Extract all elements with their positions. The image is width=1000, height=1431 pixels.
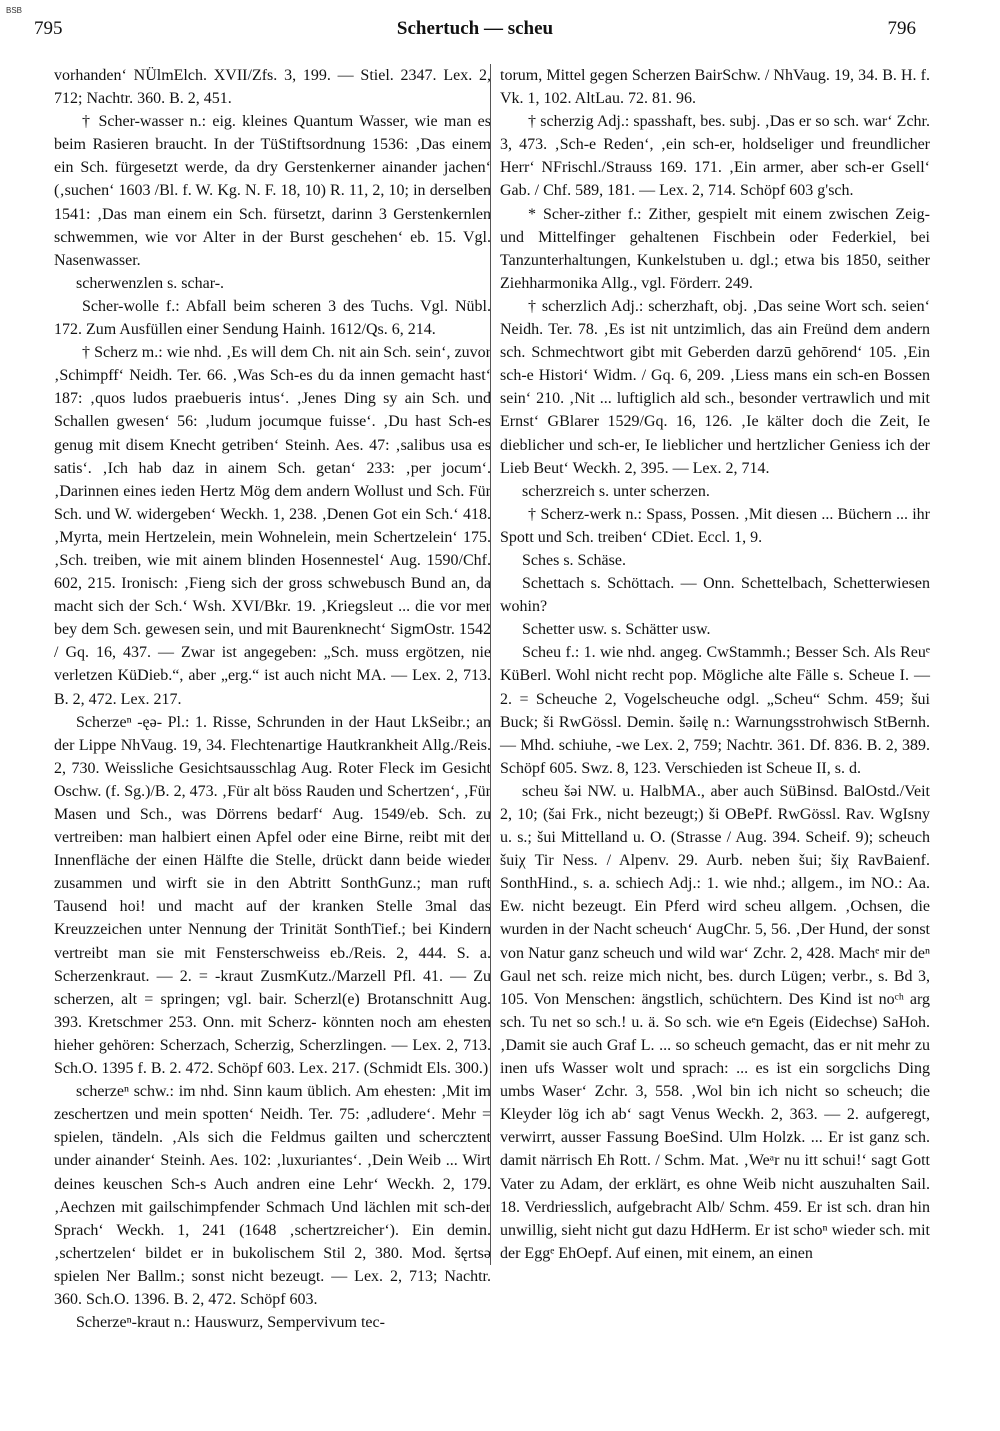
entry-scher-wolle: Scher-wolle f.: Abfall beim scheren 3 des Tuchs. Vgl. Nübl. 172. Zum Ausfüllen einer Sendung Hainh. 1612/Qs. 6, 214. bbox=[54, 297, 491, 339]
entry-scherz-werk: † Scherz-werk n.: Spass, Possen. ‚Mit diesen ... Büchern ... ihr Spott und Sch. treiben‘ CDiet. Eccl. 1, 9. bbox=[500, 505, 930, 546]
page-header bbox=[34, 18, 916, 44]
entry-scheu-noun: Scheu f.: 1. wie nhd. angeg. CwStammh.; Besser Sch. Als Reuᵉ KüBerl. Wohl nicht recht pop. Mögliche alte Fälle s. Scheue I. — 2. = Scheuche 2, Vogelscheuche odgl. „Scheu“ Schm. 459; šui Buck; ši RwGössl. Demin. šəilę n.: Warnungsstrohwisch StBernh. — Mhd. schiuhe, -we Lex. 2, 759; Nachtr. 361. Df. 836. B. 2, 389. Schöpf 605. Swz. 8, 123. Verschieden ist Scheue II, s. d. bbox=[500, 644, 930, 777]
entry-scherz: † Scherz m.: wie nhd. ‚Es will dem Ch. nit ain Sch. sein‘, zuvor ‚Schimpff‘ Neidh. Ter. 66. ‚Was Sch-es du da innen gemacht hast‘ 187: ‚quos ludos praebueris intus‘. ‚Jenes Ding sy ain Sch. und Schallen gwesen‘ 56: ‚ludum jocumque fuisse‘. ‚Du hast Sch-es genug mit disem Knecht getriben‘ Steinh. Aes. 47: ‚salibus usa es satis‘. ‚Ich hab daz in ainem Sch. getan‘ 233: ‚per jocum‘. ‚Darinnen eines ieden Hertz Mög dem andern Wollust und Sch. Für Sch. und W. widergeben‘ Weckh. 1, 238. ‚Denen Got ein Sch.‘ 418. ‚Myrta, mein Hertzelein, mein Wohnelein, mein Schertzelein‘ 175. ‚Sch. treiben, wie mit ainem blinden Hosennestel‘ Aug. 1590/Chf. 602, 215. Ironisch: ‚Fieng sich der gross schwebusch Bund an, da macht sich der Sch.‘ Wsh. XVI/Bkr. 19. ‚Kriegsleut ... die vor mer bey dem Sch. gewesen sein, und mit Baurenknecht‘ SigmOstr. 1542 / Gq. 16, 437. — Zwar ist angegeben: „Sch. muss ergötzen, nie verletzen KüDieb.“, aber „erg.“ ist auch nicht MA. — Lex. 2, 713. B. 2, 472. Lex. 217. bbox=[54, 344, 491, 708]
entry-scherzen-noun: Scherzeⁿ -ęə- Pl.: 1. Risse, Schrunden in der Haut LkSeibr.; an der Lippe NhVaug. 19, 34. Flechtenartige Hautkrankheit Allg./Reis. 2, 730. Weissliche Gesichtsausschlag Aug. Roter Fleck im Gesicht Oschw. (f. Sg.)/B. 2, 473. ‚Für alt böss Rauden und Schertzen‘, ‚Für Masen und Sch., was Dörrens bedarf‘ Aug. 1549/eb. Sch. zu vertreiben: man halbiert einen Apfel oder eine Birne, reibt mit der Innenfläche der einen Hälfte die Stelle, drückt dann beide wieder zusammen und wirft sie in den Abtritt SonthGunz.; man ruft Tausend hoi! und macht auf der kranken Stelle 3mal das Kreuzzeichen unter Nennung der Trinität SonthTief.; bei Kindern vertreibt man sie mit Fensterschweiss eb./Reis. 2, 444. S. a. Scherzenkraut. — 2. = -kraut ZusmKutz./Marzell Pfl. 41. — Zu scherzen, alt = springen; vgl. bair. Scherzl(e) Brotanschnitt Aug. 393. Kretschmer 253. Onn. mit Scherz- könnten noch am ehesten hieher gehören: Scherzach, Scherzig, Scherzlingen. — Lex. 2, 713. Sch.O. 1395 f. B. 2. 472. Schöpf 603. Lex. 217. (Schmidt Els. 300.) bbox=[54, 713, 491, 1078]
entry-scheu-adj: scheu šəi NW. u. HalbMA., aber auch SüBinsd. BalOstd./Veit 2, 10; (šai Frk., nicht bezeugt;) ši OBePf. RwGössl. Rav. WgIsny u. s.; šui Mittelland u. O. (Strasse / Aug. 394. Scheif. 9); scheuch šuiχ Tir Ness. / Alpenv. 29. Aurb. neben šui; šiχ RavBaienf. SonthHind., s. a. schiech Adj.: 1. wie nhd.; allgem., im NO.: Aa. Ew. nicht bezeugt. Ein Pferd wird scheu allgem. ‚Ochsen, die wurden in der Nacht scheuch‘ AugChr. 5, 56. ‚Der Hund, der sonst von Natur ganz scheuch und wild war‘ Zchr. 2, 428. Machᵉ mir deⁿ Gaul net sch. reize mich nicht, bes. durch Lügen; verbr., s. Bd 3, 105. Von Menschen: ängstlich, schüchtern. Des Kind ist noᶜʰ arg sch. Tu net so sch.! u. ä. So sch. wie eᵉn Egeis (Eidechse) SaHoh. ‚Damit sie auch Graf L. ... so scheuch gemacht, das er nit mehr zu inen ufs Wasser wolt und sprach: ... es ist ein sorgclichs Ding umbs Waser‘ Zchr. 3, 558. ‚Wol bin ich nicht so scheuch; die Kleyder lög ich ab‘ sagt Venus Weckh. 2, 363. — 2. aufgeregt, verwirrt, ausser Fassung BoeSind. Ulm Holzk. ... Er ist ganz sch. damit närrisch Eh Rott. / Schm. Mat. ‚Weᵃr nu itt schui!‘ sagt Gott Vater zu Adam, der erklärt, es ohne Weib nicht auszuhalten Sail. 18. Verdriesslich, aufgebracht Alb/ Schm. 459. Er ist sch. dran hin unwillig, sieht nicht gut dazu HdHerm. Er ist schoⁿ wieder sch. mit der Eggᵉ EhOepf. Auf einen, mit einem, an einen bbox=[500, 782, 930, 1262]
entry-continuation: vorhanden‘ NÜlmElch. XVII/Zfs. 3, 199. — Stiel. 2347. Lex. 2, 712; Nachtr. 360. B. 2, 451. bbox=[54, 67, 491, 108]
entry-scherzen-verb: scherzeⁿ schw.: im nhd. Sinn kaum üblich. Am ehesten: ‚Mit im zeschertzen und mein spotten‘ Neidh. Ter. 75: ‚adludere‘. Mehr = spielen, tändeln. ‚Als sich die Feldmus gailten und schercztent under ainander‘ Steinh. Aes. 102: ‚luxuriantes‘. ‚Dein Weib ... Wirt deines keuschen Sch-s Auch andren eine Lehr‘ Weckh. 2, 179. ‚Aechzen mit gailschimpfender Schmach Und lächlen mit sch-der Sprach‘ Weckh. 1, 241 (1648 ‚schertzreicher‘). Ein demin. ‚schertzelen‘ bildet er in bukolischem Stil 2, 380. Mod. šęrtsə spielen Ner Ballm.; sonst nicht bezeugt. — Lex. 2, 713; Nachtr. 360. Sch.O. 1396. B. 2, 472. Schöpf 603. bbox=[54, 1083, 491, 1308]
entry-scher-zither: * Scher-zither f.: Zither, gespielt mit einem zwischen Zeig- und Mittelfinger gehaltenen Fischbein oder Federkiel, bei Tanzunterhaltungen, Kunkelstuben u. dgl.; etwa bis 1850, seither Ziehharmonika Allg., vgl. Förderr. 249. bbox=[500, 205, 930, 292]
entry-scherzlich: † scherzlich Adj.: scherzhaft, obj. ‚Das seine Wort sch. seien‘ Neidh. Ter. 78. ‚Es ist nit untzimlich, das ain Freünd dem andern sch. Schmechtwort gibt mit Geberden darzū gehōrend‘ 105. ‚Ein sch-e Histori‘ Widm. / Gq. 6, 209. ‚Liess mans ein sch-en Bossen sein‘ 210. ‚Nit ... luftiglich ald sch., besonder vertrawlich und mit Ernst‘ GBlarer 1529/Gq. 16, 126. ‚Ie kälter doch die Zeit, Ie dieblicher und sch-er, Ie lieblicher und hertzlicher Geniess ich der Lieb Beut‘ Weckh. 2, 395. — Lex. 2, 714. bbox=[500, 297, 930, 477]
entry-scherwenzlen: scherwenzlen s. schar-. bbox=[76, 274, 225, 292]
entry-schetter: Schetter usw. s. Schätter usw. bbox=[522, 621, 711, 639]
page-number-left: 795 bbox=[34, 18, 63, 39]
entry-schettach: Schettach s. Schöttach. — Onn. Schettelbach, Schetterwiesen wohin? bbox=[500, 575, 930, 616]
left-column bbox=[54, 64, 491, 1334]
entry-scherzen-kraut: Scherzeⁿ-kraut n.: Hauswurz, Sempervivum tec- bbox=[76, 1314, 385, 1332]
library-stamp: BSB bbox=[6, 6, 23, 15]
entry-sches: Sches s. Schäse. bbox=[522, 551, 626, 569]
entry-scherzreich: scherzreich s. unter scherzen. bbox=[522, 482, 710, 500]
right-column bbox=[490, 64, 930, 1265]
page-number-right: 796 bbox=[887, 18, 916, 39]
entry-continuation-right: torum, Mittel gegen Scherzen BairSchw. / NhVaug. 19, 34. B. H. f. Vk. 1, 102. AltLau. 72. 81. 96. bbox=[500, 67, 930, 108]
entry-scherzig: † scherzig Adj.: spasshaft, bes. subj. ‚Das er so sch. war‘ Zchr. 3, 473. ‚Sch-e Reden‘, ‚ein sch-er, holdseliger und freundlicher Herr‘ NFrischl./Strauss 169. 171. ‚Ein armer, aber sch-er Gsell‘ Gab. / Chf. 589, 181. — Lex. 2, 714. Schöpf 603 g'sch. bbox=[500, 113, 930, 200]
running-title: Schertuch — scheu bbox=[396, 18, 554, 39]
entry-scher-wasser: † Scher-wasser n.: eig. kleines Quantum Wasser, wie man es beim Rasieren braucht. In der TüStiftsordnung 1536: ‚Das einem ein Sch. fürgesetzt werde, da dry Gerstenkerner ainander jachen‘ (‚suchen‘ 1603 /Bl. f. W. Kg. N. F. 18, 10) R. 11, 2, 10; in derselben 1541: ‚Das man einem ein Sch. fürsetzt, darinn 3 Gerstenkernlen schwemmen, wie vor Alter in der Burst geschehen‘ eb. 15. Vgl. Nasenwasser. bbox=[54, 113, 491, 269]
